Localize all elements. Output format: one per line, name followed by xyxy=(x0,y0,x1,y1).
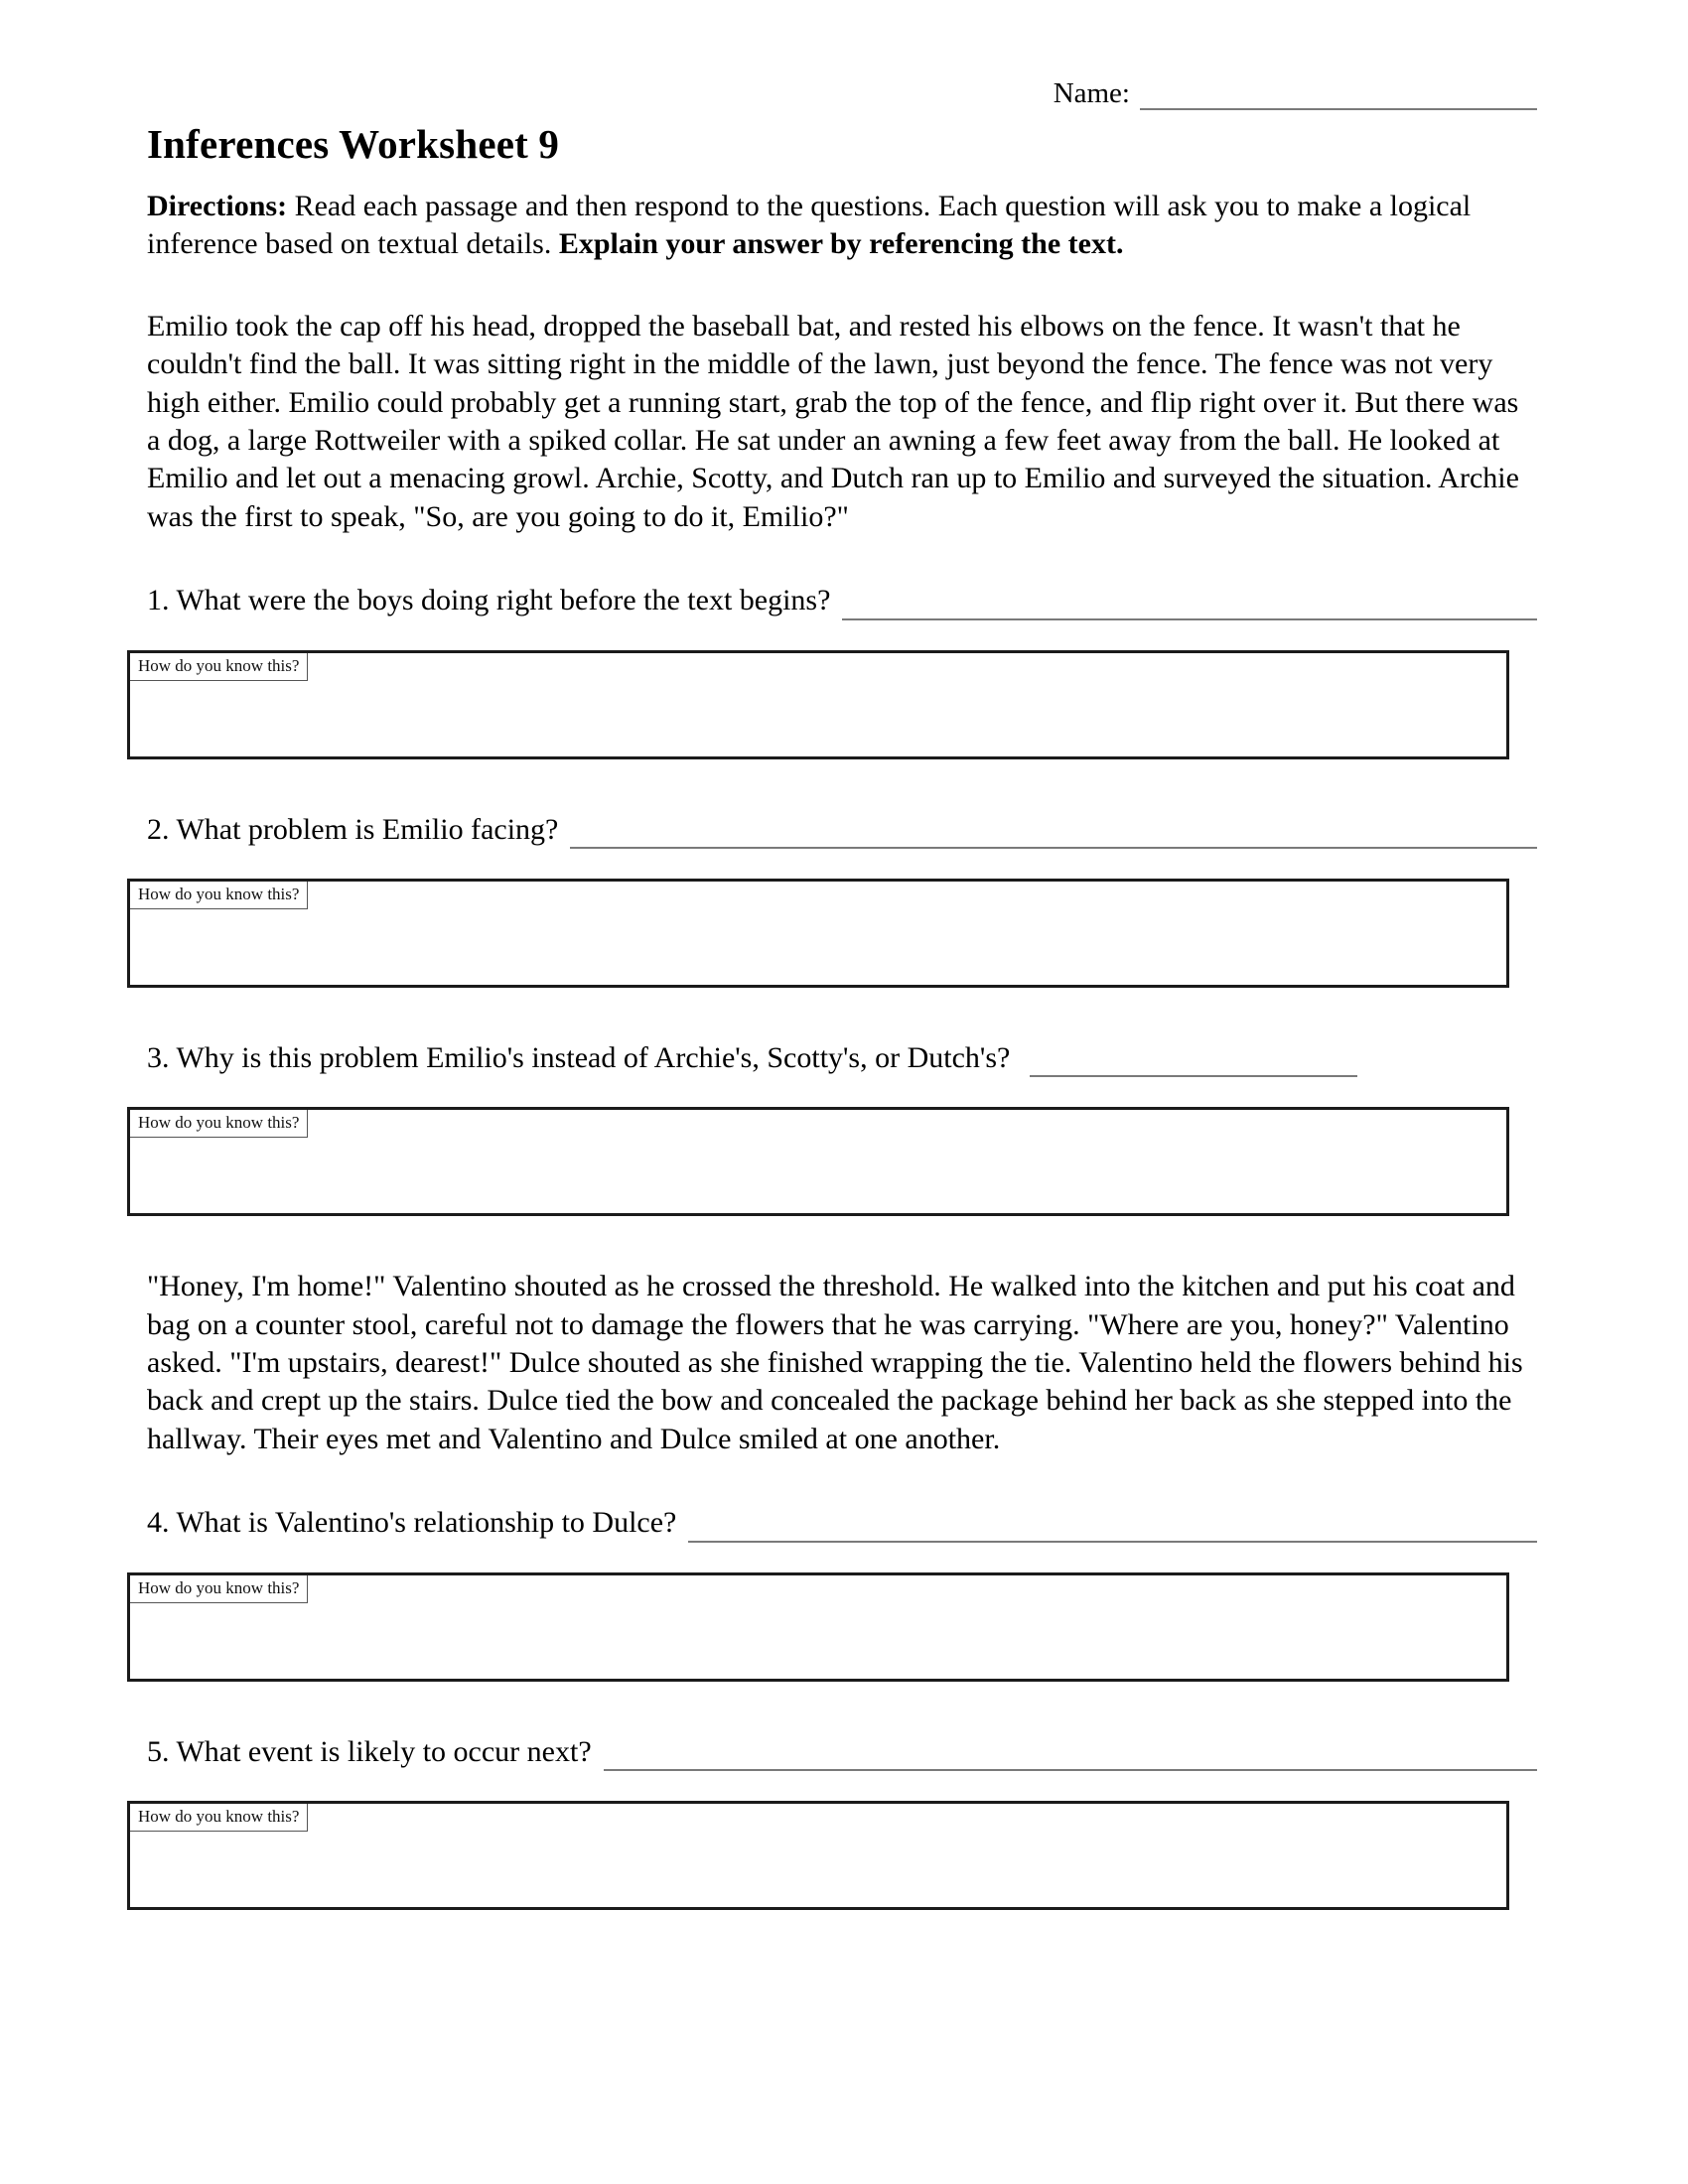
question-text: 5. What event is likely to occur next? xyxy=(147,1734,592,1768)
question-line-2 xyxy=(147,811,1537,849)
answer-box-label: How do you know this? xyxy=(130,882,308,909)
answer-line[interactable] xyxy=(604,1740,1537,1772)
question-line-5 xyxy=(147,1733,1537,1771)
directions xyxy=(147,188,1537,264)
question-block-5 xyxy=(138,1733,1537,1910)
answer-box[interactable] xyxy=(127,1801,1509,1910)
question-line-1 xyxy=(147,582,1537,619)
answer-box[interactable] xyxy=(127,1572,1509,1682)
answer-box-label: How do you know this? xyxy=(130,1804,308,1832)
name-row xyxy=(147,77,1537,110)
directions-label: Directions: xyxy=(147,190,288,222)
page-title: Inferences Worksheet 9 xyxy=(147,121,560,167)
directions-text: Read each passage and then respond to the questions. Each question will ask you to make a logical inference based on textual details. xyxy=(147,190,1472,261)
answer-line[interactable] xyxy=(570,817,1537,849)
question-text: 4. What is Valentino's relationship to Dulce? xyxy=(147,1506,677,1540)
answer-box[interactable] xyxy=(127,1107,1509,1216)
passage-1: Emilio took the cap off his head, dropped the baseball bat, and rested his elbows on the fence. It wasn't that he couldn't find the ball. It was sitting right in the middle of the lawn, just beyond the fence. The fence was not very high either. Emilio could probably get a running start, grab the top of the fence, and flip right over it. But there was a dog, a large Rottweiler with a spiked collar. He sat under an awning a few feet away from the ball. He looked at Emilio and let out a menacing growl. Archie, Scotty, and Dutch ran up to Emilio and surveyed the situation. Archie was the first to speak, "So, are you going to do it, Emilio?" xyxy=(147,309,1519,533)
question-text: 2. What problem is Emilio facing? xyxy=(147,812,559,846)
passage-2: "Honey, I'm home!" Valentino shouted as he crossed the threshold. He walked into the kitchen and put his coat and bag on a counter stool, careful not to damage the flowers that he was carrying. "Where are you, honey?" Valentino asked. "I'm upstairs, dearest!" Dulce shouted as she finished wrapping the tie. Valentino held the flowers behind his back and crept up the stairs. Dulce tied the bow and concealed the package behind her back as she stepped into the hallway. Their eyes met and Valentino and Dulce smiled at one another. xyxy=(147,1270,1523,1455)
answer-box-label: How do you know this? xyxy=(130,1110,308,1138)
answer-line[interactable] xyxy=(842,589,1537,620)
question-block-4 xyxy=(138,1504,1537,1681)
question-line-4 xyxy=(147,1504,1537,1542)
question-block-2 xyxy=(138,811,1537,988)
answer-box-label: How do you know this? xyxy=(130,653,308,681)
answer-box[interactable] xyxy=(127,650,1509,759)
answer-box-label: How do you know this? xyxy=(130,1575,308,1603)
name-label: Name: xyxy=(1053,77,1130,109)
name-field[interactable] xyxy=(1140,78,1537,110)
question-line-3 xyxy=(147,1039,1537,1077)
question-block-1 xyxy=(138,582,1537,758)
question-block-3 xyxy=(138,1039,1537,1216)
answer-line[interactable] xyxy=(1030,1046,1357,1078)
answer-box[interactable] xyxy=(127,879,1509,988)
directions-emphasis: Explain your answer by referencing the text. xyxy=(558,227,1124,261)
question-text: 1. What were the boys doing right before the text begins? xyxy=(147,584,831,617)
answer-line[interactable] xyxy=(688,1511,1537,1543)
question-text: 3. Why is this problem Emilio's instead of Archie's, Scotty's, or Dutch's? xyxy=(147,1040,1018,1074)
